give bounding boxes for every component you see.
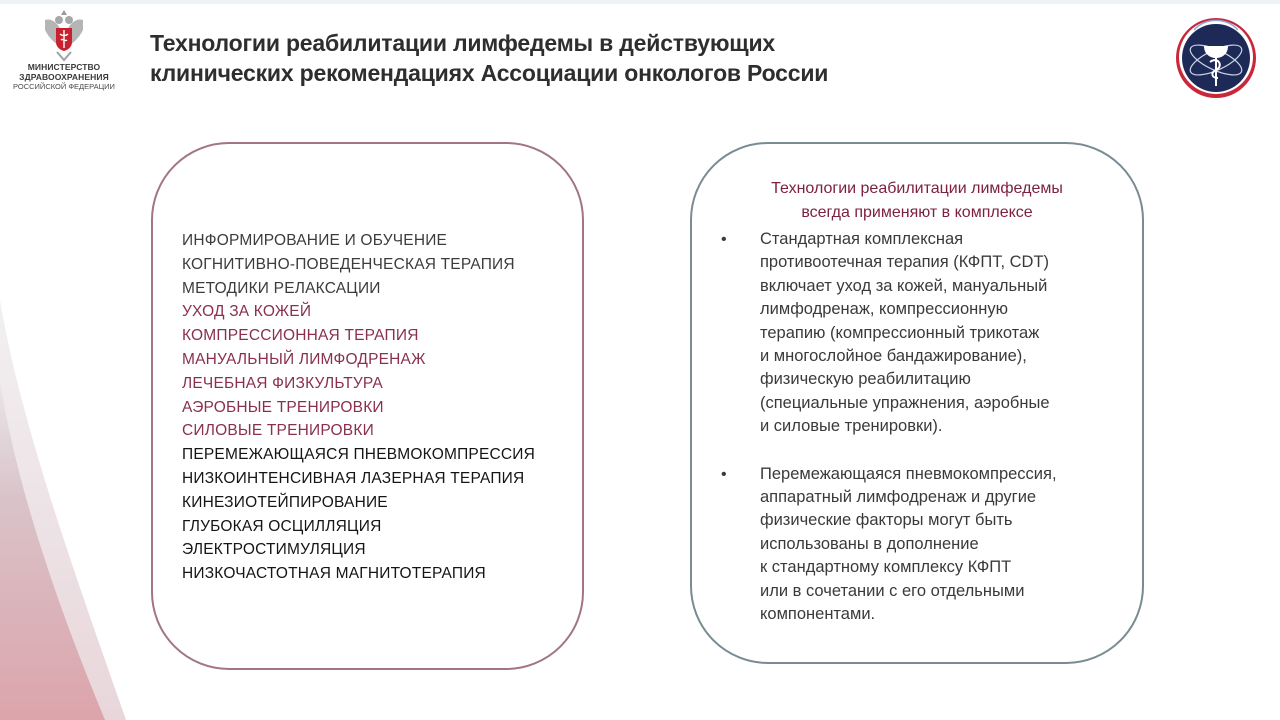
slide-title [150, 28, 1110, 88]
complex-heading-line: всегда применяют в комплексе [801, 204, 1033, 221]
eagle-emblem-icon [41, 6, 87, 62]
list-item: ЭЛЕКТРОСТИМУЛЯЦИЯ [182, 541, 366, 559]
list-item: СИЛОВЫЕ ТРЕНИРОВКИ [182, 422, 374, 440]
bullet-line: противоотечная терапия (КФПТ, CDT) [760, 253, 1050, 272]
bullet-line: (специальные упражнения, аэробные [760, 393, 1050, 412]
bullet-line: и многослойное бандажирование), [760, 347, 1027, 366]
bullet-list [720, 228, 1120, 627]
top-strip [0, 0, 1280, 4]
ministry-name-line2: ЗДРАВООХРАНЕНИЯ [19, 72, 109, 82]
list-item: КИНЕЗИОТЕЙПИРОВАНИЕ [182, 493, 388, 511]
list-item: КОМПРЕССИОННАЯ ТЕРАПИЯ [182, 327, 419, 345]
list-item: НИЗКОИНТЕНСИВНАЯ ЛАЗЕРНАЯ ТЕРАПИЯ [182, 469, 525, 487]
bullet-item-pneumocompression [720, 463, 1120, 627]
ministry-name-line1: МИНИСТЕРСТВО [27, 62, 101, 72]
bullet-line: физическую реабилитацию [760, 370, 971, 389]
bullet-line: или в сочетании с его отдельными [760, 581, 1025, 600]
list-item: НИЗКОЧАСТОТНАЯ МАГНИТОТЕРАПИЯ [182, 565, 486, 583]
list-item: ПЕРЕМЕЖАЮЩАЯСЯ ПНЕВМОКОМПРЕССИЯ [182, 446, 536, 464]
list-item: АЭРОБНЫЕ ТРЕНИРОВКИ [182, 398, 384, 416]
slide-title-line: Технологии реабилитации лимфедемы в действующих [150, 30, 776, 56]
list-item: КОГНИТИВНО-ПОВЕДЕНЧЕСКАЯ ТЕРАПИЯ [182, 255, 515, 273]
list-item: ИНФОРМИРОВАНИЕ И ОБУЧЕНИЕ [182, 232, 448, 249]
bullet-item-cdt [720, 228, 1120, 439]
bullet-line: терапию (компрессионный трикотаж [760, 323, 1040, 342]
bullet-line: и силовые тренировки). [760, 417, 943, 436]
ministry-name-line3: РОССИЙСКОЙ ФЕДЕРАЦИИ [13, 82, 115, 91]
list-item: ЛЕЧЕБНАЯ ФИЗКУЛЬТУРА [182, 374, 383, 392]
bullet-line: Стандартная комплексная [760, 230, 964, 248]
technology-list [182, 229, 535, 586]
bullet-line: лимфодренаж, компрессионную [760, 300, 1009, 319]
bullet-line: компонентами. [760, 605, 876, 624]
complex-heading [712, 177, 1122, 225]
bullet-line: к стандартному комплексу КФПТ [760, 558, 1012, 577]
bullet-line: аппаратный лимфодренаж и другие [760, 488, 1037, 507]
ministry-logo [4, 6, 124, 102]
association-logo-icon [1174, 16, 1258, 100]
bullet-icon: • [721, 231, 727, 248]
list-item: МЕТОДИКИ РЕЛАКСАЦИИ [182, 279, 381, 297]
bullet-line: использованы в дополнение [760, 534, 979, 553]
list-item: МАНУАЛЬНЫЙ ЛИМФОДРЕНАЖ [182, 350, 426, 368]
slide-title-line: клинических рекомендациях Ассоциации онкологов России [150, 60, 829, 86]
bullet-line: включает уход за кожей, мануальный [760, 276, 1048, 295]
bullet-icon: • [721, 465, 727, 483]
complex-heading-line: Технологии реабилитации лимфедемы [771, 180, 1063, 197]
bullet-line: физические факторы могут быть [760, 511, 1013, 530]
list-item: ГЛУБОКАЯ ОСЦИЛЛЯЦИЯ [182, 517, 382, 535]
bullet-line: Перемежающаяся пневмокомпрессия, [760, 464, 1057, 483]
list-item: УХОД ЗА КОЖЕЙ [182, 303, 312, 321]
